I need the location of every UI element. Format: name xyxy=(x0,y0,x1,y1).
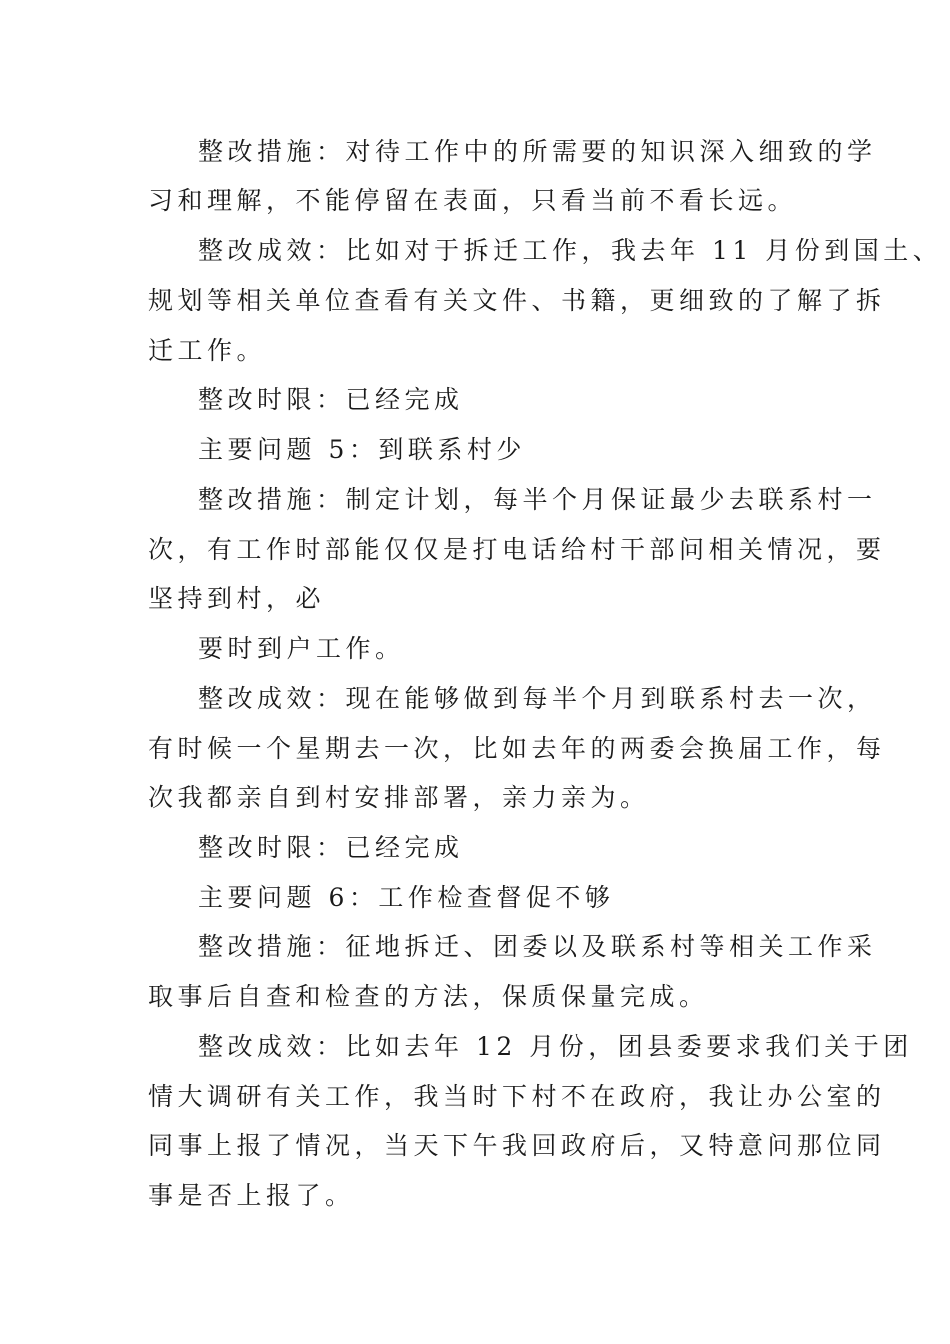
paragraph-line: 整改成效：比如对于拆迁工作，我去年 11 月份到国土、 xyxy=(198,236,943,265)
paragraph-line: 整改措施：征地拆迁、团委以及联系村等相关工作采 xyxy=(198,932,877,961)
paragraph-line: 事是否上报了。 xyxy=(148,1181,355,1210)
paragraph-line: 整改措施：制定计划，每半个月保证最少去联系村一 xyxy=(198,485,877,514)
paragraph-line: 整改成效：比如去年 12 月份，团县委要求我们关于团 xyxy=(198,1032,913,1061)
paragraph-line: 整改时限：已经完成 xyxy=(198,833,464,862)
paragraph-line: 主要问题 5：到联系村少 xyxy=(198,435,526,464)
paragraph-line: 取事后自查和检查的方法，保质保量完成。 xyxy=(148,982,709,1011)
paragraph-line: 迁工作。 xyxy=(148,336,267,365)
paragraph-line: 习和理解，不能停留在表面，只看当前不看长远。 xyxy=(148,186,798,215)
paragraph-line: 整改成效：现在能够做到每半个月到联系村去一次， xyxy=(198,684,877,713)
paragraph-line: 主要问题 6：工作检查督促不够 xyxy=(198,883,615,912)
paragraph-line: 规划等相关单位查看有关文件、书籍，更细致的了解了拆 xyxy=(148,286,886,315)
paragraph-line: 坚持到村，必 xyxy=(148,584,326,613)
paragraph-line: 同事上报了情况，当天下午我回政府后，又特意问那位同 xyxy=(148,1131,886,1160)
paragraph-line: 整改措施：对待工作中的所需要的知识深入细致的学 xyxy=(198,137,877,166)
paragraph-line: 次，有工作时部能仅仅是打电话给村干部问相关情况，要 xyxy=(148,535,886,564)
paragraph-line: 次我都亲自到村安排部署，亲力亲为。 xyxy=(148,783,650,812)
paragraph-line: 情大调研有关工作，我当时下村不在政府，我让办公室的 xyxy=(148,1082,886,1111)
paragraph-line: 要时到户工作。 xyxy=(198,634,405,663)
paragraph-line: 整改时限：已经完成 xyxy=(198,385,464,414)
paragraph-line: 有时候一个星期去一次，比如去年的两委会换届工作，每 xyxy=(148,734,886,763)
